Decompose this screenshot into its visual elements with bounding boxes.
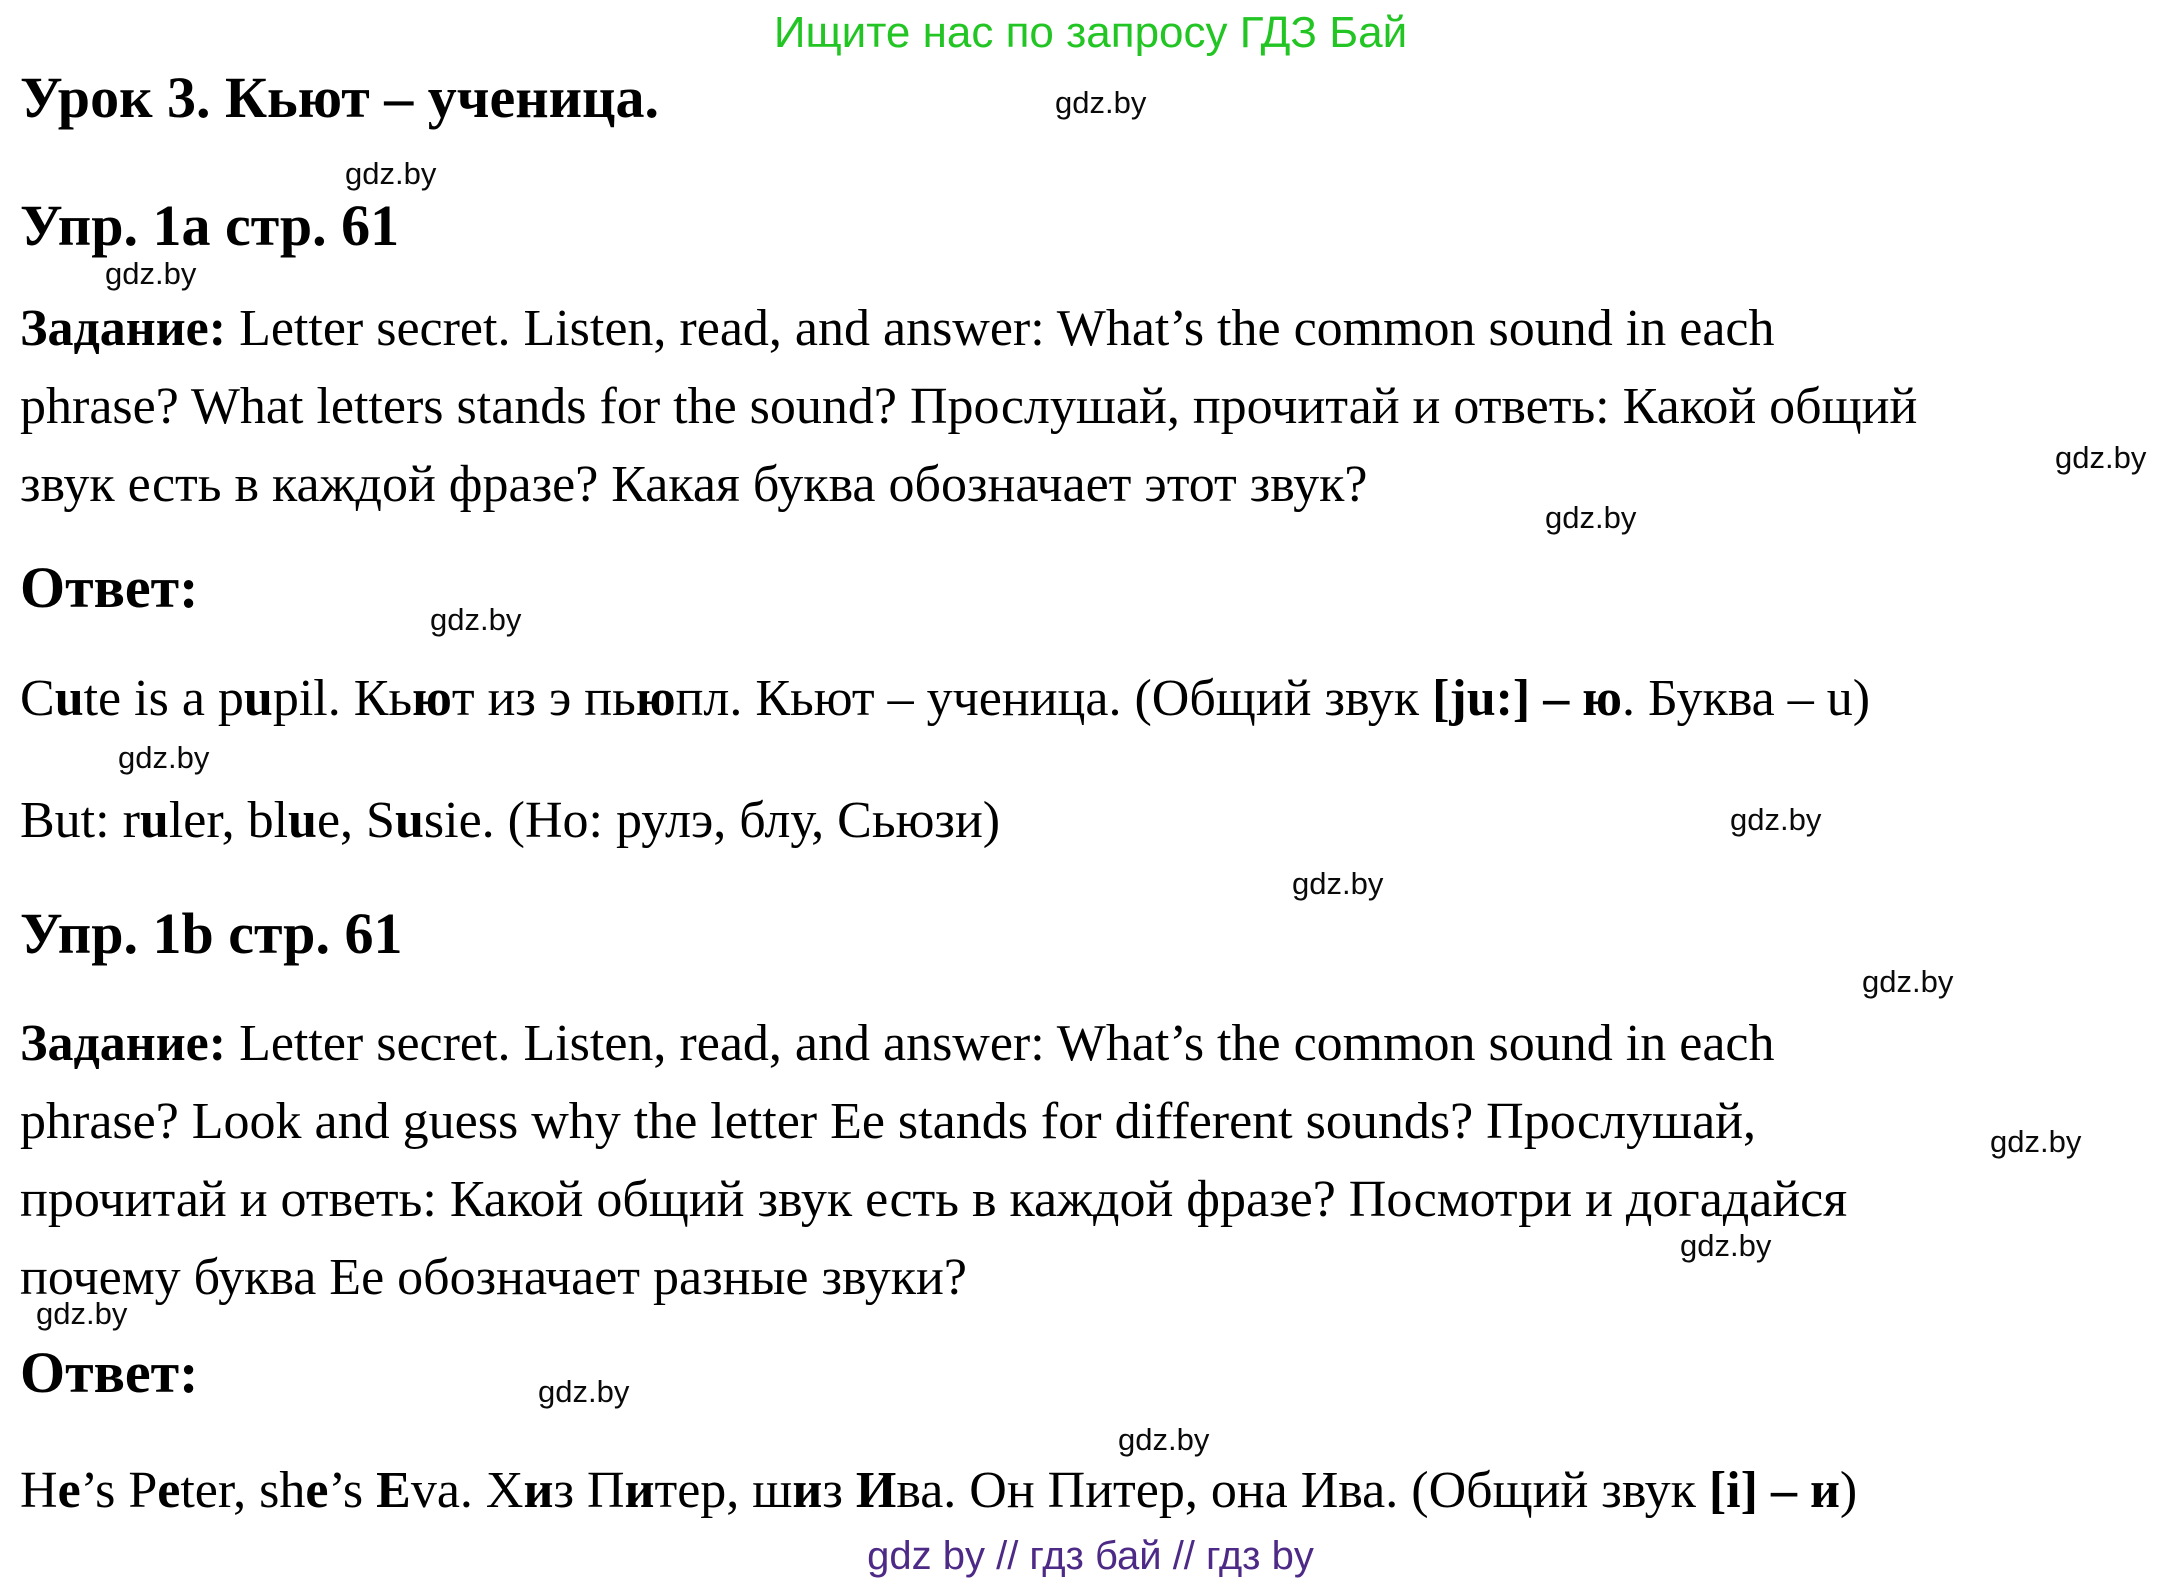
text-segment: ’s [328,1462,377,1519]
highlighted-letter: ю [412,670,452,727]
text-segment: pil. Кь [272,670,413,727]
text-segment: ter, sh [180,1462,306,1519]
exercise-1a-heading: Упр. 1а стр. 61 [20,193,400,258]
watermark: gdz.by [2055,440,2147,475]
text-segment: т из э пь [451,670,636,727]
text-segment: H [20,1462,58,1519]
answer-1a-line-2 [20,790,1000,852]
highlighted-letter: ю [635,670,676,727]
answer-1b-line-1 [20,1460,1857,1522]
text-segment: C [20,670,55,727]
exercise-1b-heading: Упр. 1b стр. 61 [20,901,403,966]
lesson-title: Урок 3. Кьют – ученица. [20,65,659,130]
watermark: gdz.by [1990,1124,2082,1159]
highlighted-letter: [ju:] – ю [1432,670,1622,727]
highlighted-letter: и [624,1462,655,1519]
watermark: gdz.by [118,740,210,775]
promo-banner: Ищите нас по запросу ГДЗ Бай [773,8,1408,57]
task-1b-line-4: почему буква Ее обозначает разные звуки? [20,1249,967,1306]
highlighted-letter: e [57,1462,81,1519]
text-segment: з П [553,1462,625,1519]
task-1a-line-2: phrase? What letters stands for the sound? Прослушай, прочитай и ответь: Какой общий [20,378,1918,435]
text-segment: e, S [316,792,395,849]
text-segment: пл. Кьют – ученица. (Общий звук [675,670,1433,727]
watermark: gdz.by [1055,85,1147,120]
text-segment: . Буква – u) [1621,670,1871,727]
watermark: gdz.by [538,1374,630,1409]
highlighted-letter: E [376,1462,411,1519]
text-segment: va. Х [410,1462,524,1519]
answer-1b-label: Ответ: [20,1340,199,1405]
text-segment: ’s P [80,1462,158,1519]
watermark: gdz.by [105,256,197,291]
watermark: gdz.by [1292,866,1384,901]
highlighted-letter: и [792,1462,823,1519]
text-segment: sie. (Но: рулэ, блу, Сьюзи) [423,792,1001,849]
task-1a-line-1 [20,298,1774,360]
answer-1a-label: Ответ: [20,555,199,620]
task-1b-line-1 [20,1013,1774,1075]
watermark: gdz.by [345,156,437,191]
task-1b-line-3: прочитай и ответь: Какой общий звук есть в каждой фразе? Посмотри и догадайся [20,1171,1848,1228]
text-segment: тер, ш [654,1462,793,1519]
highlighted-letter: [i] – и [1708,1462,1840,1519]
highlighted-letter: e [157,1462,181,1519]
task-1a-line-3: звук есть в каждой фразе? Какая буква обозначает этот звук? [20,456,1368,513]
highlighted-letter: u [54,670,84,727]
watermark: gdz.by [1862,964,1954,999]
highlighted-letter: u [139,792,169,849]
highlighted-letter: u [243,670,273,727]
watermark: gdz.by [1730,802,1822,837]
answer-1a-line-1 [20,668,1870,730]
highlighted-letter: u [288,792,317,849]
watermark: gdz.by [1680,1228,1772,1263]
text-segment: ва. Он Питер, она Ива. (Общий звук [896,1462,1709,1519]
footer-keywords: gdz by // гдз бай // гдз by [867,1534,1314,1578]
highlighted-letter: и [523,1462,554,1519]
text-segment: But: r [20,792,140,849]
task-text: Letter secret. Listen, read, and answer: What’s the common sound in each [226,300,1775,357]
watermark: gdz.by [1545,500,1637,535]
task-1b-line-2: phrase? Look and guess why the letter Ee stands for different sounds? Прослушай, [20,1093,1757,1150]
highlighted-letter: И [855,1462,897,1519]
text-segment: з [822,1462,856,1519]
highlighted-letter: u [394,792,424,849]
text-segment: te is a p [83,670,244,727]
watermark: gdz.by [430,602,522,637]
watermark: gdz.by [36,1296,128,1331]
text-segment: ) [1839,1462,1858,1519]
text-segment: ler, bl [168,792,289,849]
watermark: gdz.by [1118,1422,1210,1457]
task-label: Задание: [20,300,227,357]
task-text: Letter secret. Listen, read, and answer: What’s the common sound in each [226,1015,1775,1072]
highlighted-letter: e [305,1462,329,1519]
task-label: Задание: [20,1015,227,1072]
